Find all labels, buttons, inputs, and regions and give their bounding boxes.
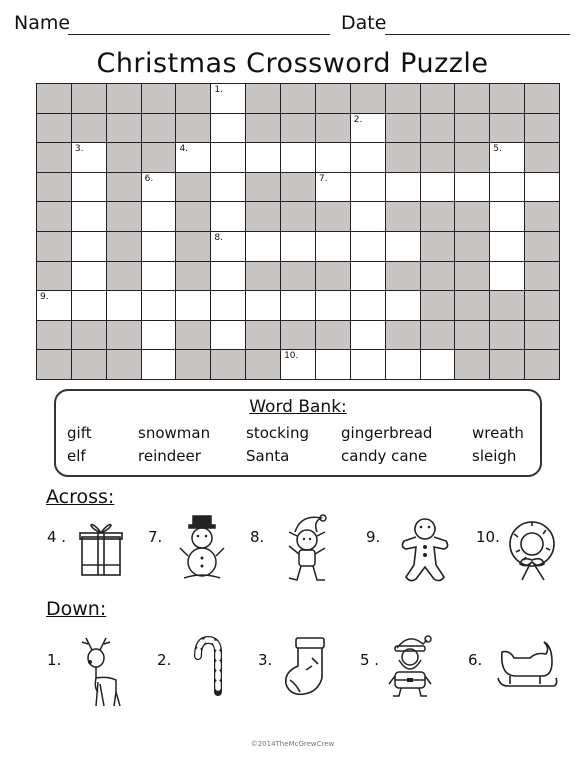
- blocked-cell: [421, 202, 455, 231]
- blocked-cell: [525, 114, 559, 143]
- blocked-cell: [281, 84, 315, 113]
- blocked-cell: [142, 114, 176, 143]
- blocked-cell: [246, 84, 280, 113]
- blocked-cell: [386, 202, 420, 231]
- answer-cell[interactable]: [281, 143, 315, 172]
- word-bank-word: wreath: [472, 424, 524, 442]
- clue-number: 5.: [493, 144, 502, 155]
- blocked-cell: [386, 262, 420, 291]
- blocked-cell: [386, 114, 420, 143]
- answer-cell[interactable]: [281, 232, 315, 261]
- word-bank-word: elf: [67, 447, 86, 465]
- answer-cell[interactable]: [142, 350, 176, 379]
- word-bank-word: reindeer: [138, 447, 201, 465]
- blocked-cell: [37, 114, 71, 143]
- answer-cell[interactable]: [211, 202, 245, 231]
- answer-cell[interactable]: [351, 232, 385, 261]
- word-bank-title: Word Bank:: [249, 397, 347, 417]
- blocked-cell: [490, 350, 524, 379]
- answer-cell[interactable]: [72, 232, 106, 261]
- blocked-cell: [37, 350, 71, 379]
- blocked-cell: [72, 84, 106, 113]
- answer-cell[interactable]: [351, 291, 385, 320]
- answer-cell[interactable]: [490, 262, 524, 291]
- answer-cell[interactable]: [316, 232, 350, 261]
- blocked-cell: [281, 114, 315, 143]
- answer-cell[interactable]: [211, 84, 245, 113]
- blocked-cell: [525, 321, 559, 350]
- blocked-cell: [72, 321, 106, 350]
- blocked-cell: [525, 291, 559, 320]
- clue-number: 2.: [353, 114, 363, 125]
- blocked-cell: [421, 291, 455, 320]
- clue-number: 9.: [40, 292, 49, 303]
- blocked-cell: [107, 202, 141, 231]
- answer-cell[interactable]: [246, 232, 280, 261]
- blocked-cell: [176, 202, 210, 231]
- blocked-cell: [107, 321, 141, 350]
- blocked-cell: [176, 321, 210, 350]
- blocked-cell: [107, 143, 141, 172]
- snowman-icon: [178, 514, 226, 582]
- answer-cell[interactable]: [72, 143, 106, 172]
- blocked-cell: [142, 143, 176, 172]
- across-clue-number: 9.: [366, 528, 381, 546]
- blocked-cell: [72, 114, 106, 143]
- blocked-cell: [386, 84, 420, 113]
- blocked-cell: [490, 84, 524, 113]
- blocked-cell: [455, 114, 489, 143]
- answer-cell[interactable]: [211, 114, 245, 143]
- word-bank-word: sleigh: [472, 447, 517, 465]
- name-label: Name: [14, 12, 71, 34]
- answer-cell[interactable]: [490, 143, 524, 172]
- across-clue-number: 4 .: [47, 528, 67, 546]
- down-clue-number: 5 .: [360, 651, 380, 669]
- blocked-cell: [37, 84, 71, 113]
- word-bank: [54, 389, 542, 477]
- word-bank-word: Santa: [246, 447, 290, 465]
- down-heading: Down:: [46, 598, 107, 620]
- answer-cell[interactable]: [211, 321, 245, 350]
- date-label: Date: [341, 12, 387, 34]
- answer-cell[interactable]: [421, 173, 455, 202]
- copyright-text: ©2014TheMcGrewCrew: [250, 740, 335, 748]
- blocked-cell: [107, 114, 141, 143]
- blocked-cell: [525, 262, 559, 291]
- answer-cell[interactable]: [107, 291, 141, 320]
- answer-cell[interactable]: [351, 173, 385, 202]
- answer-cell[interactable]: [316, 350, 350, 379]
- blocked-cell: [525, 202, 559, 231]
- answer-cell[interactable]: [386, 291, 420, 320]
- elf-icon: [283, 512, 333, 584]
- answer-cell[interactable]: [525, 173, 559, 202]
- blocked-cell: [246, 202, 280, 231]
- blocked-cell: [107, 262, 141, 291]
- blocked-cell: [316, 114, 350, 143]
- gingerbread-icon: [400, 515, 450, 583]
- blocked-cell: [37, 143, 71, 172]
- blocked-cell: [176, 232, 210, 261]
- blocked-cell: [525, 350, 559, 379]
- blocked-cell: [525, 143, 559, 172]
- blocked-cell: [107, 84, 141, 113]
- stocking-icon: [282, 636, 334, 698]
- blocked-cell: [455, 143, 489, 172]
- blocked-cell: [176, 84, 210, 113]
- blocked-cell: [421, 321, 455, 350]
- gift-icon: [78, 515, 124, 579]
- blocked-cell: [37, 321, 71, 350]
- blocked-cell: [316, 84, 350, 113]
- word-bank-word: candy cane: [341, 447, 428, 465]
- answer-cell[interactable]: [351, 202, 385, 231]
- blocked-cell: [281, 262, 315, 291]
- blocked-cell: [455, 202, 489, 231]
- blocked-cell: [386, 321, 420, 350]
- date-field[interactable]: [385, 34, 570, 35]
- blocked-cell: [490, 114, 524, 143]
- answer-cell[interactable]: [211, 143, 245, 172]
- blocked-cell: [176, 350, 210, 379]
- blocked-cell: [316, 321, 350, 350]
- answer-cell[interactable]: [246, 291, 280, 320]
- blocked-cell: [421, 143, 455, 172]
- answer-cell[interactable]: [316, 143, 350, 172]
- down-clue-number: 6.: [468, 651, 483, 669]
- answer-cell[interactable]: [386, 350, 420, 379]
- blocked-cell: [316, 202, 350, 231]
- blocked-cell: [107, 173, 141, 202]
- answer-cell[interactable]: [421, 350, 455, 379]
- clue-number: 10.: [284, 351, 299, 362]
- answer-cell[interactable]: [72, 291, 106, 320]
- down-clue-number: 3.: [258, 651, 273, 669]
- wreath-icon: [506, 514, 558, 584]
- answer-cell[interactable]: [142, 232, 176, 261]
- across-heading: Across:: [46, 486, 115, 508]
- blocked-cell: [455, 232, 489, 261]
- across-clue-number: 8.: [250, 528, 265, 546]
- blocked-cell: [72, 350, 106, 379]
- answer-cell[interactable]: [351, 321, 385, 350]
- answer-cell[interactable]: [211, 262, 245, 291]
- blocked-cell: [246, 173, 280, 202]
- word-bank-word: gift: [67, 424, 92, 442]
- blocked-cell: [246, 114, 280, 143]
- answer-cell[interactable]: [142, 202, 176, 231]
- blocked-cell: [455, 321, 489, 350]
- answer-cell[interactable]: [142, 321, 176, 350]
- blocked-cell: [281, 173, 315, 202]
- answer-cell[interactable]: [490, 173, 524, 202]
- across-clue-number: 10.: [476, 528, 500, 546]
- answer-cell[interactable]: [246, 143, 280, 172]
- clue-number: 7.: [318, 173, 328, 184]
- blocked-cell: [37, 173, 71, 202]
- answer-cell[interactable]: [351, 143, 385, 172]
- clue-number: 8.: [214, 233, 223, 243]
- blocked-cell: [351, 84, 385, 113]
- blocked-cell: [386, 143, 420, 172]
- answer-cell[interactable]: [386, 173, 420, 202]
- answer-cell[interactable]: [386, 232, 420, 261]
- blocked-cell: [281, 321, 315, 350]
- blocked-cell: [37, 232, 71, 261]
- down-clue-number: 1.: [47, 651, 62, 669]
- answer-cell[interactable]: [176, 143, 210, 172]
- clue-number: 4.: [179, 144, 189, 155]
- answer-cell[interactable]: [211, 232, 245, 261]
- word-bank-word: gingerbread: [341, 424, 433, 442]
- word-bank-word: stocking: [246, 424, 310, 442]
- answer-cell[interactable]: [176, 291, 210, 320]
- santa-icon: [385, 632, 435, 698]
- reindeer-icon: [78, 636, 124, 710]
- blocked-cell: [142, 84, 176, 113]
- answer-cell[interactable]: [37, 291, 71, 320]
- blocked-cell: [316, 262, 350, 291]
- answer-cell[interactable]: [142, 173, 176, 202]
- blocked-cell: [455, 84, 489, 113]
- answer-cell[interactable]: [455, 173, 489, 202]
- blocked-cell: [281, 202, 315, 231]
- answer-cell[interactable]: [351, 350, 385, 379]
- blocked-cell: [246, 350, 280, 379]
- answer-cell[interactable]: [142, 262, 176, 291]
- blocked-cell: [176, 262, 210, 291]
- answer-cell[interactable]: [211, 173, 245, 202]
- crossword-grid: [36, 83, 560, 380]
- blocked-cell: [37, 262, 71, 291]
- candy-cane-icon: [186, 634, 228, 698]
- clue-number: 6.: [144, 173, 154, 184]
- answer-cell[interactable]: [351, 262, 385, 291]
- answer-cell[interactable]: [72, 173, 106, 202]
- answer-cell[interactable]: [316, 173, 350, 202]
- down-clue-number: 2.: [157, 651, 172, 669]
- answer-cell[interactable]: [72, 202, 106, 231]
- answer-cell[interactable]: [142, 291, 176, 320]
- answer-cell[interactable]: [211, 291, 245, 320]
- clue-number: 1.: [214, 85, 223, 95]
- answer-cell[interactable]: [490, 232, 524, 261]
- blocked-cell: [455, 262, 489, 291]
- answer-cell[interactable]: [351, 114, 385, 143]
- blocked-cell: [455, 350, 489, 379]
- page-title: Christmas Crossword Puzzle: [96, 48, 489, 79]
- clue-number: 3.: [74, 144, 84, 155]
- word-bank-word: snowman: [138, 424, 211, 442]
- blocked-cell: [176, 114, 210, 143]
- blocked-cell: [37, 202, 71, 231]
- answer-cell[interactable]: [316, 291, 350, 320]
- blocked-cell: [211, 350, 245, 379]
- blocked-cell: [525, 232, 559, 261]
- blocked-cell: [421, 262, 455, 291]
- across-clue-number: 7.: [148, 528, 163, 546]
- blocked-cell: [455, 291, 489, 320]
- name-field[interactable]: [68, 34, 330, 35]
- blocked-cell: [107, 350, 141, 379]
- blocked-cell: [246, 262, 280, 291]
- blocked-cell: [490, 321, 524, 350]
- answer-cell[interactable]: [281, 350, 315, 379]
- sleigh-icon: [496, 638, 558, 690]
- blocked-cell: [421, 232, 455, 261]
- blocked-cell: [246, 321, 280, 350]
- answer-cell[interactable]: [281, 291, 315, 320]
- blocked-cell: [525, 84, 559, 113]
- blocked-cell: [421, 84, 455, 113]
- blocked-cell: [421, 114, 455, 143]
- answer-cell[interactable]: [490, 202, 524, 231]
- answer-cell[interactable]: [72, 262, 106, 291]
- blocked-cell: [107, 232, 141, 261]
- blocked-cell: [176, 173, 210, 202]
- blocked-cell: [490, 291, 524, 320]
